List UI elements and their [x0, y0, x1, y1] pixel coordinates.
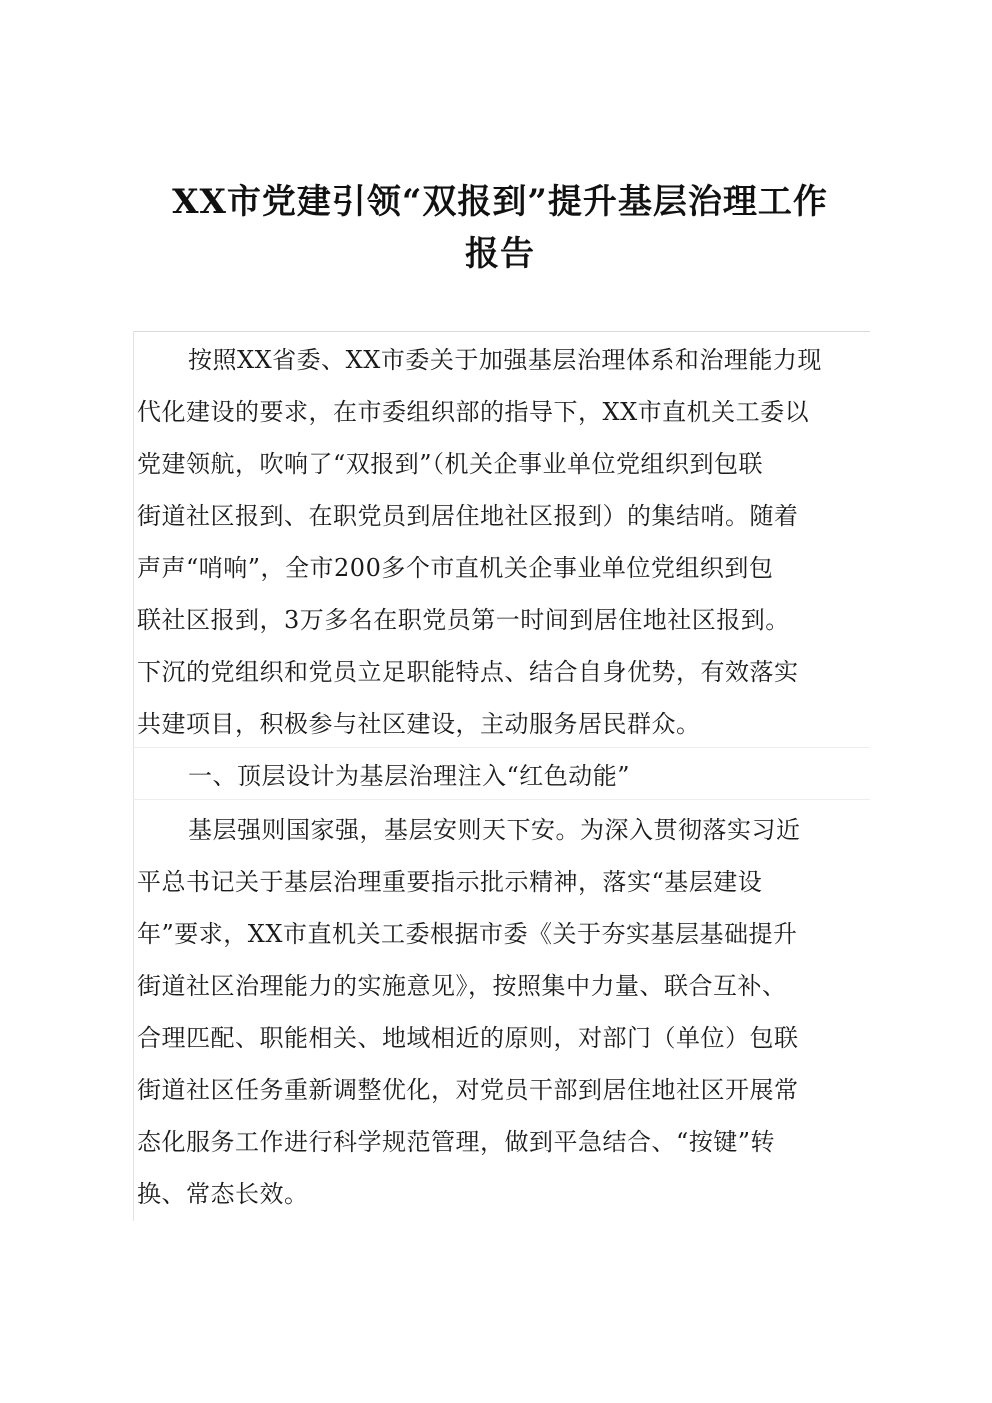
paragraph-1-line: 党建领航，吹响了“双报到”（机关企事业单位党组织到包联	[137, 450, 764, 478]
paragraph-2-line: 态化服务工作进行科学规范管理，做到平急结合、“按键”转	[137, 1128, 776, 1156]
paragraph-2-line: 换、常态长效。	[137, 1180, 309, 1208]
paragraph-2-line: 街道社区治理能力的实施意见》，按照集中力量、联合互补、	[137, 972, 787, 1000]
paragraph-1-line: 声声“哨响”，全市200多个市直机关企事业单位党组织到包	[137, 554, 774, 582]
paragraph-1-line: 联社区报到，3万多名在职党员第一时间到居住地社区报到。	[137, 606, 790, 634]
section-rule-2	[133, 799, 870, 800]
paragraph-1-line: 下沉的党组织和党员立足职能特点、结合自身优势，有效落实	[137, 658, 799, 686]
document-title-line-2: 报告	[465, 234, 535, 274]
top-rule	[133, 331, 870, 332]
paragraph-1-line: 代化建设的要求，在市委组织部的指导下，XX市直机关工委以	[137, 398, 810, 426]
paragraph-2-line: 年”要求，XX市直机关工委根据市委《关于夯实基层基础提升	[137, 920, 798, 948]
paragraph-1-line: 街道社区报到、在职党员到居住地社区报到）的集结哨。随着	[137, 502, 799, 530]
paragraph-2-line: 基层强则国家强，基层安则天下安。为深入贯彻落实习近	[188, 816, 801, 844]
section-heading-1: 一、顶层设计为基层治理注入“红色动能”	[188, 762, 631, 790]
paragraph-2-line: 合理匹配、职能相关、地域相近的原则，对部门（单位）包联	[137, 1024, 799, 1052]
paragraph-2-line: 平总书记关于基层治理重要指示批示精神，落实“基层建设	[137, 868, 763, 896]
section-rule-1	[133, 747, 870, 748]
paragraph-1-line: 共建项目，积极参与社区建设，主动服务居民群众。	[137, 710, 701, 738]
paragraph-1-line: 按照XX省委、XX市委关于加强基层治理体系和治理能力现	[188, 346, 822, 374]
document-title-line-1: XX市党建引领“双报到”提升基层治理工作	[172, 182, 828, 222]
paragraph-2-line: 街道社区任务重新调整优化，对党员干部到居住地社区开展常	[137, 1076, 799, 1104]
left-rule	[133, 331, 134, 1221]
